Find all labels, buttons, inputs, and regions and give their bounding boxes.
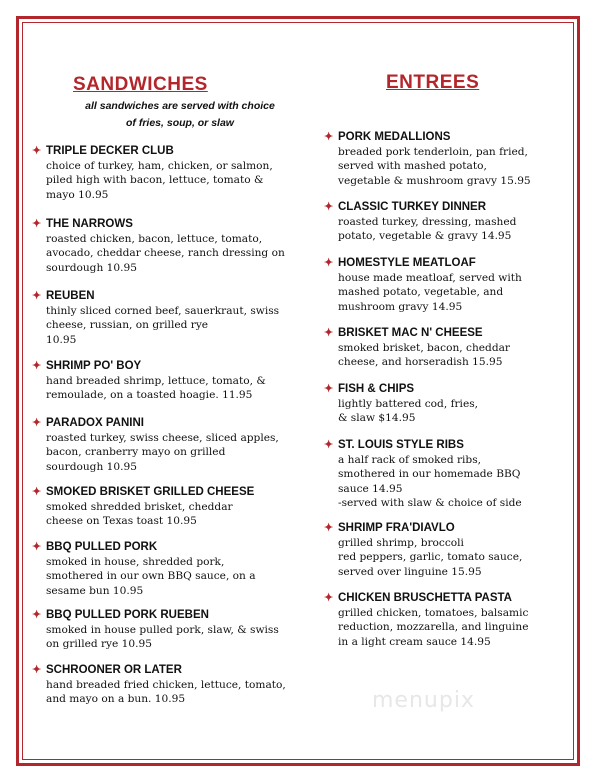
sandwiches-heading: SANDWICHES xyxy=(73,74,208,95)
item-name: BBQ PULLED PORK xyxy=(46,541,158,553)
item-description: smoked in house, shredded pork, smothered in our own BBQ sauce, on a sesame bun 10.95 xyxy=(46,556,256,597)
item-description: house made meatloaf, served with mashed potato, vegetable, and mushroom gravy 14.95 xyxy=(338,272,522,313)
menu-item xyxy=(324,200,516,244)
star-icon: ✦ xyxy=(324,257,334,269)
item-name: TRIPLE DECKER CLUB xyxy=(46,145,174,157)
item-description: choice of turkey, ham, chicken, or salmon, piled high with bacon, lettuce, tomato & mayo 10.95 xyxy=(46,160,273,201)
item-description: lightly battered cod, fries, & slaw $14.95 xyxy=(338,398,479,425)
item-name: PORK MEDALLIONS xyxy=(338,131,451,143)
item-description: smoked shredded brisket, cheddar cheese on Texas toast 10.95 xyxy=(46,501,233,528)
menu-item xyxy=(324,326,510,370)
menu-item xyxy=(32,663,286,707)
item-name: SHRIMP FRA'DIAVLO xyxy=(338,522,455,534)
menu-item xyxy=(32,608,279,652)
item-description: smoked brisket, bacon, cheddar cheese, and horseradish 15.95 xyxy=(338,342,510,369)
item-name: CHICKEN BRUSCHETTA PASTA xyxy=(338,592,512,604)
item-name: HOMESTYLE MEATLOAF xyxy=(338,257,476,269)
sandwiches-subtitle-line2: of fries, soup, or slaw xyxy=(126,117,234,129)
menu-item xyxy=(324,130,531,188)
star-icon: ✦ xyxy=(324,439,334,451)
item-name: FISH & CHIPS xyxy=(338,383,415,395)
menu-item xyxy=(32,540,256,598)
star-icon: ✦ xyxy=(324,327,334,339)
star-icon: ✦ xyxy=(324,131,334,143)
star-icon: ✦ xyxy=(32,664,42,676)
star-icon: ✦ xyxy=(32,417,42,429)
entrees-heading: ENTREES xyxy=(386,72,480,93)
star-icon: ✦ xyxy=(32,218,42,230)
star-icon: ✦ xyxy=(32,486,42,498)
menu-item xyxy=(324,438,522,511)
menu-item xyxy=(32,217,285,275)
star-icon: ✦ xyxy=(32,290,42,302)
item-description: breaded pork tenderloin, pan fried, served with mashed potato, vegetable & mushroom gravy 15.95 xyxy=(338,146,531,187)
item-description: roasted chicken, bacon, lettuce, tomato, avocado, cheddar cheese, ranch dressing on sourdough 10.95 xyxy=(46,233,285,274)
star-icon: ✦ xyxy=(324,201,334,213)
item-description: grilled chicken, tomatoes, balsamic reduction, mozzarella, and linguine in a light cream sauce 14.95 xyxy=(338,607,529,648)
menu-item xyxy=(324,382,478,426)
item-description: a half rack of smoked ribs, smothered in our homemade BBQ sauce 14.95 -served with slaw & choice of side xyxy=(338,454,522,510)
menu-item xyxy=(32,485,254,529)
item-description: hand breaded fried chicken, lettuce, tomato, and mayo on a bun. 10.95 xyxy=(46,679,286,706)
menu-item xyxy=(324,256,522,314)
item-description: hand breaded shrimp, lettuce, tomato, & remoulade, on a toasted hoagie. 11.95 xyxy=(46,375,266,402)
item-name: SHRIMP PO' BOY xyxy=(46,360,142,372)
menu-item xyxy=(32,289,279,347)
watermark-logo: menupix xyxy=(372,688,475,713)
menu-item xyxy=(32,144,273,202)
item-description: roasted turkey, dressing, mashed potato, vegetable & gravy 14.95 xyxy=(338,216,517,243)
star-icon: ✦ xyxy=(32,541,42,553)
item-name: SCHROONER OR LATER xyxy=(46,664,182,676)
star-icon: ✦ xyxy=(324,522,334,534)
item-description: roasted turkey, swiss cheese, sliced apples, bacon, cranberry mayo on grilled sourdough 10.95 xyxy=(46,432,279,473)
item-name: THE NARROWS xyxy=(46,218,133,230)
sandwiches-subtitle-line1: all sandwiches are served with choice xyxy=(85,100,275,112)
sandwiches-subtitle xyxy=(70,98,290,132)
star-icon: ✦ xyxy=(32,609,42,621)
item-name: BBQ PULLED PORK RUEBEN xyxy=(46,609,209,621)
star-icon: ✦ xyxy=(324,383,334,395)
menu-item xyxy=(32,416,279,474)
menu-item xyxy=(32,359,266,403)
item-description: grilled shrimp, broccoli red peppers, garlic, tomato sauce, served over linguine 15.95 xyxy=(338,537,523,578)
item-name: CLASSIC TURKEY DINNER xyxy=(338,201,487,213)
star-icon: ✦ xyxy=(32,360,42,372)
item-name: SMOKED BRISKET GRILLED CHEESE xyxy=(46,486,255,498)
menu-item xyxy=(324,521,522,579)
item-description: thinly sliced corned beef, sauerkraut, swiss cheese, russian, on grilled rye 10.95 xyxy=(46,305,280,346)
item-description: smoked in house pulled pork, slaw, & swiss on grilled rye 10.95 xyxy=(46,624,279,651)
item-name: PARADOX PANINI xyxy=(46,417,144,429)
item-name: REUBEN xyxy=(46,290,95,302)
star-icon: ✦ xyxy=(324,592,334,604)
item-name: BRISKET MAC N' CHEESE xyxy=(338,327,483,339)
item-name: ST. LOUIS STYLE RIBS xyxy=(338,439,464,451)
menu-item xyxy=(324,591,529,649)
star-icon: ✦ xyxy=(32,145,42,157)
